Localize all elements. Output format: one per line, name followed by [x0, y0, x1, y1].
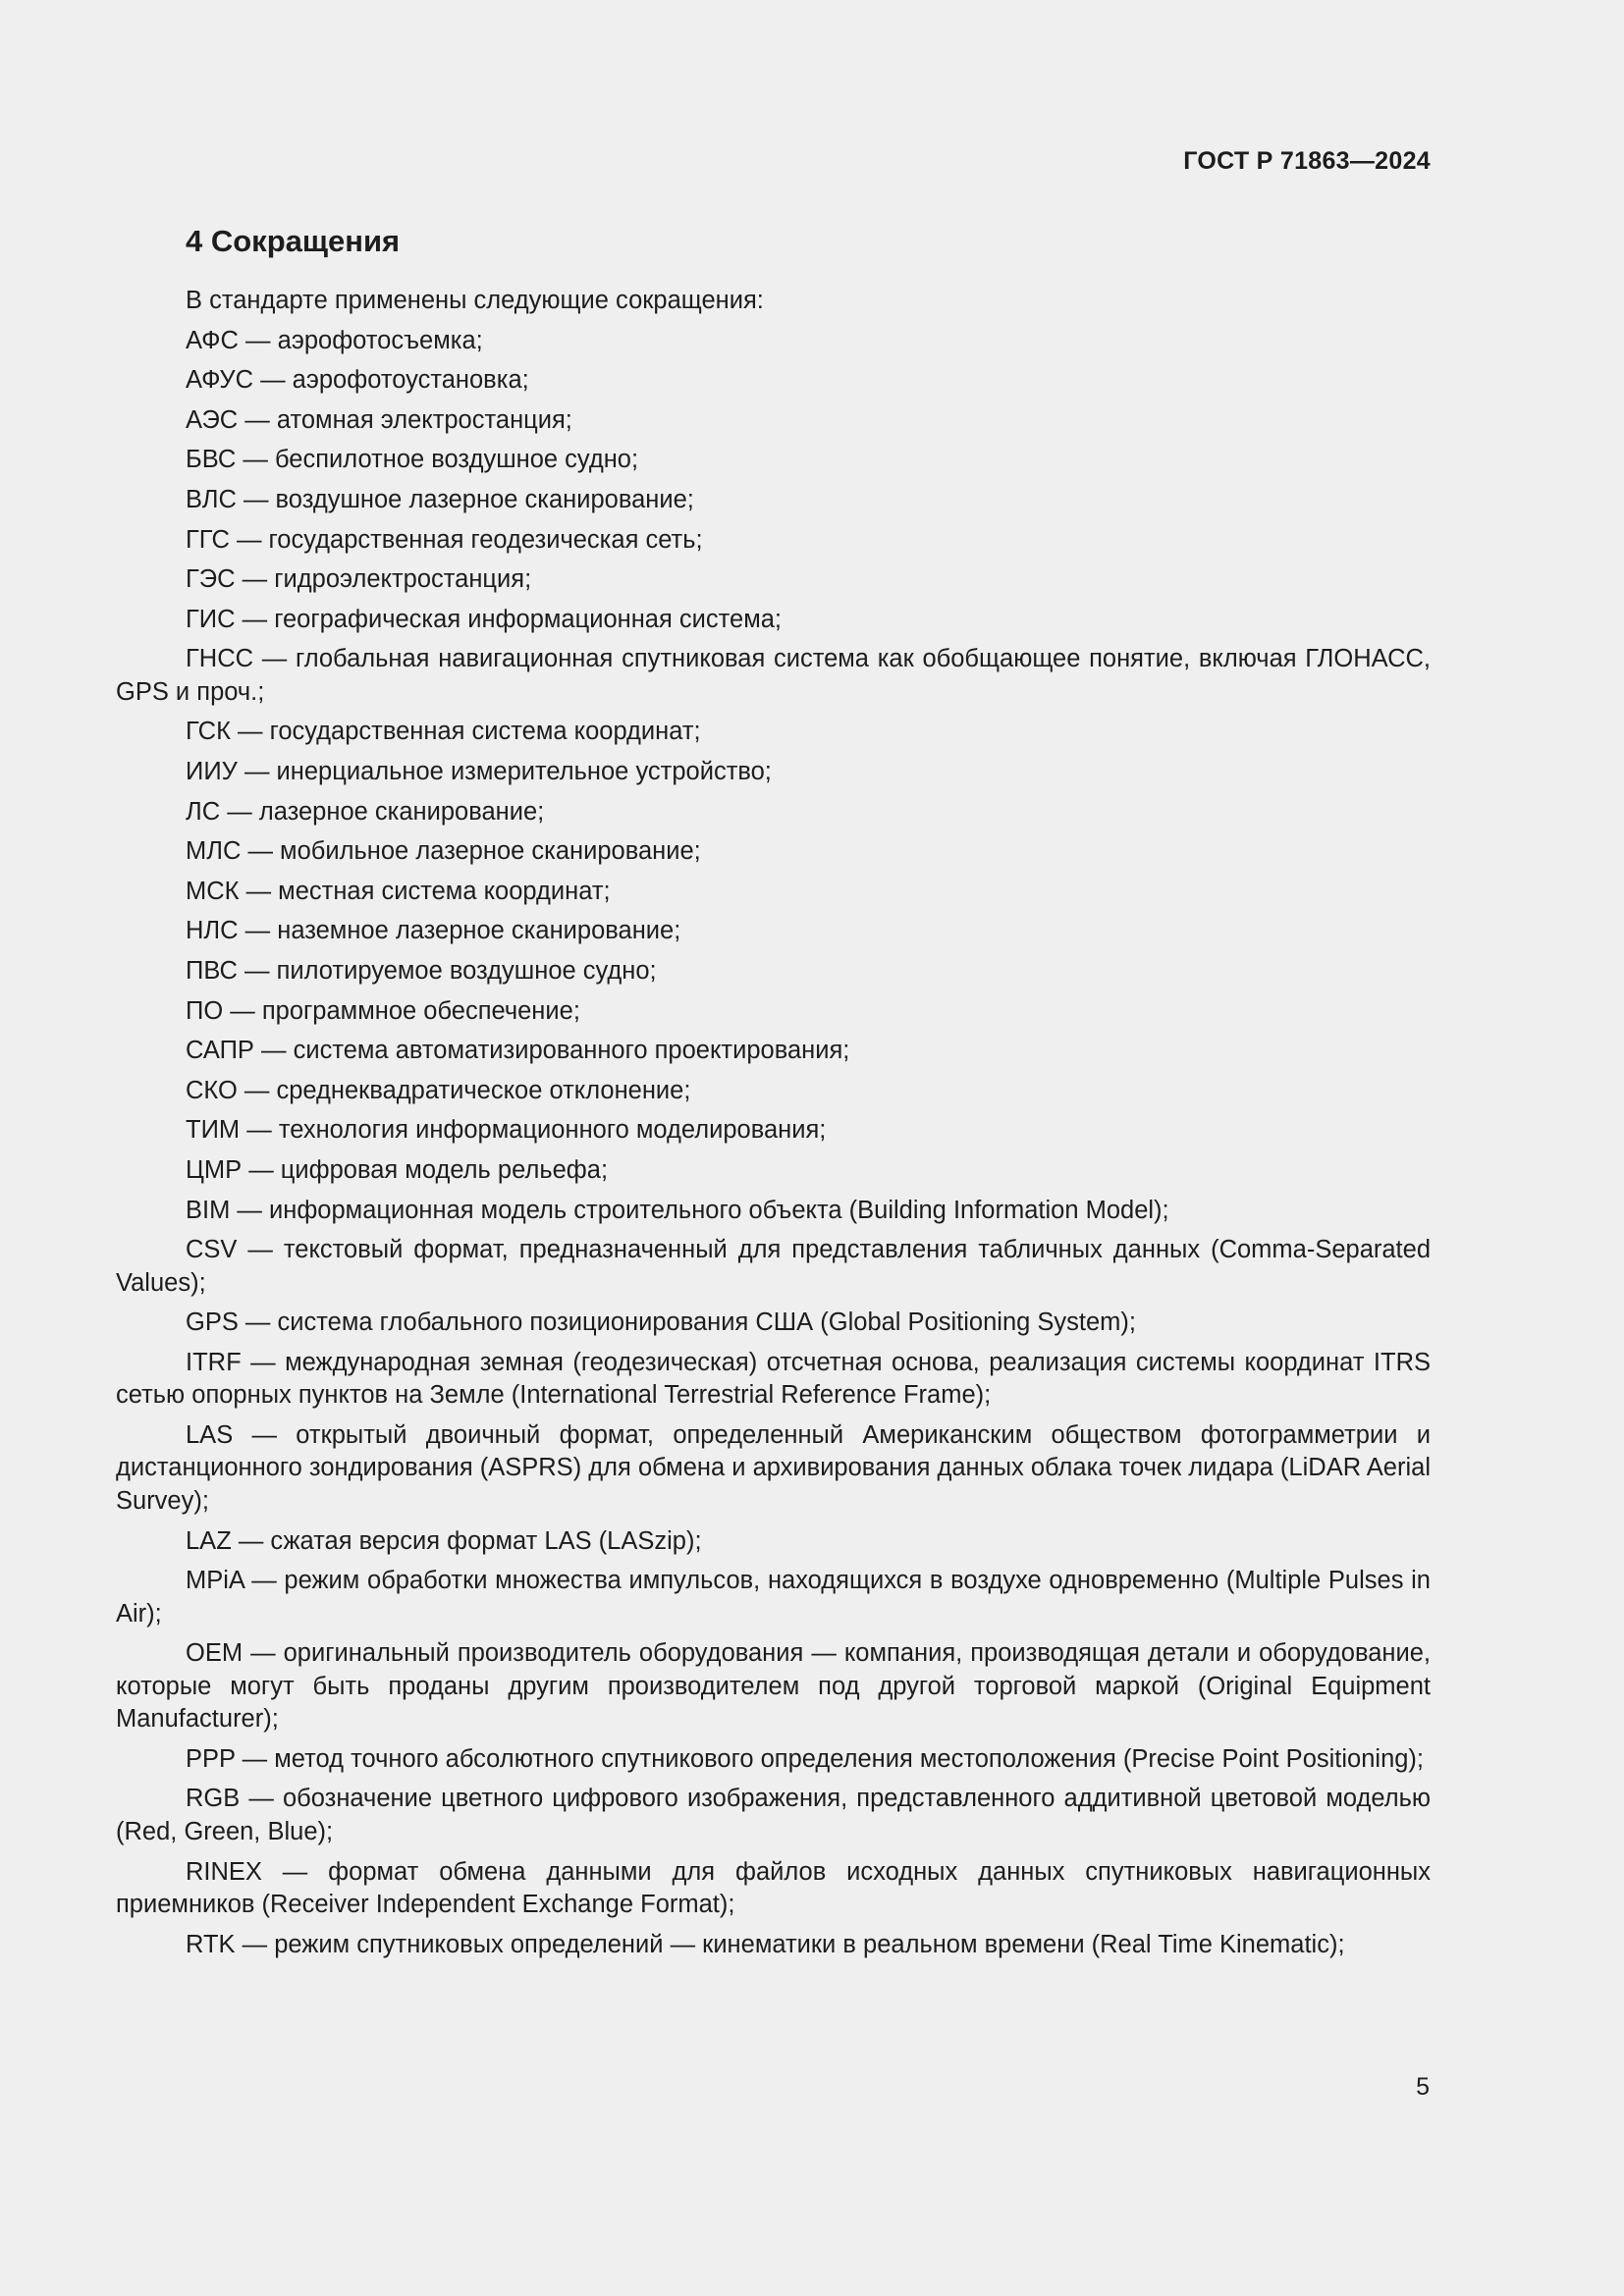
abbreviation-item: RGB — обозначение цветного цифрового изображения, представленного аддитивной цветовой моделью (Red, Green, Blue); [116, 1785, 1431, 1845]
abbreviation-item: НЛС — наземное лазерное сканирование; [186, 917, 681, 945]
abbreviation-item: ГНСС — глобальная навигационная спутниковая система как обобщающее понятие, включая ГЛОНАСС, GPS и проч.; [116, 645, 1431, 706]
abbreviation-item: САПР — система автоматизированного проектирования; [186, 1037, 850, 1065]
document-code: ГОСТ Р 71863—2024 [1183, 147, 1431, 175]
abbreviations-list [116, 285, 1431, 1968]
abbreviation-item: OEM — оригинальный производитель оборудования — компания, производящая детали и оборудование, которые могут быть проданы другим производителем под другой торговой маркой (Original Equipment Manufacturer); [116, 1639, 1431, 1734]
abbreviation-item: LAS — открытый двоичный формат, определенный Американским обществом фотограмметрии и дистанционного зондирования (ASPRS) для обмена и архивирования данных облака точек лидара (LiDAR Aerial Survey); [116, 1420, 1431, 1515]
abbreviation-item: ПО — программное обеспечение; [186, 996, 580, 1025]
abbreviation-item: BIM — информационная модель строительного объекта (Building Information Model); [186, 1196, 1169, 1224]
abbreviation-item: ВЛС — воздушное лазерное сканирование; [186, 485, 694, 513]
abbreviation-item: ИИУ — инерциальное измерительное устройство; [186, 758, 772, 786]
abbreviation-item: АФУС — аэрофотоустановка; [186, 366, 529, 395]
abbreviation-item: RTK — режим спутниковых определений — кинематики в реальном времени (Real Time Kinematic); [186, 1930, 1345, 1958]
abbreviation-item: МСК — местная система координат; [186, 877, 611, 905]
abbreviation-item: ЛС — лазерное сканирование; [186, 797, 545, 826]
abbreviation-item: ТИМ — технология информационного моделирования; [186, 1116, 827, 1145]
abbreviation-item: АЭС — атомная электростанция; [186, 405, 572, 434]
abbreviation-item: МЛС — мобильное лазерное сканирование; [186, 837, 701, 866]
abbreviation-item: БВС — беспилотное воздушное судно; [186, 446, 639, 474]
abbreviation-item: ГЭС — гидроэлектростанция; [186, 565, 532, 594]
abbreviation-item: GPS — система глобального позиционирования США (Global Positioning System); [186, 1308, 1136, 1337]
abbreviation-item: LAZ — сжатая версия формат LAS (LASzip); [186, 1526, 702, 1555]
abbreviation-item: АФС — аэрофотосъемка; [186, 326, 483, 354]
abbreviation-item: ГСК — государственная система координат; [186, 718, 701, 746]
abbreviation-item: ГИС — географическая информационная система; [186, 605, 782, 633]
abbreviation-item: СКО — среднеквадратическое отклонение; [186, 1076, 691, 1104]
section-title: 4 Сокращения [186, 224, 401, 258]
section-intro: В стандарте применены следующие сокращения: [186, 287, 764, 314]
abbreviation-item: MPiA — режим обработки множества импульсов, находящихся в воздухе одновременно (Multiple Pulses in Air); [116, 1567, 1431, 1628]
abbreviation-item: ЦМР — цифровая модель рельефа; [186, 1155, 609, 1184]
abbreviation-item: ITRF — международная земная (геодезическая) отсчетная основа, реализация системы координат ITRS сетью опорных пунктов на Земле (International Terrestrial Reference Frame); [116, 1348, 1431, 1410]
abbreviation-item: ПВС — пилотируемое воздушное судно; [186, 957, 657, 985]
abbreviation-item: RINEX — формат обмена данными для файлов исходных данных спутниковых навигационных приемников (Receiver Independent Exchange Format); [116, 1857, 1431, 1918]
page-number: 5 [1416, 2073, 1430, 2101]
abbreviation-item: CSV — текстовый формат, предназначенный для представления табличных данных (Comma-Separated Values); [116, 1236, 1431, 1297]
abbreviation-item: ГГС — государственная геодезическая сеть; [186, 525, 703, 554]
abbreviation-item: PPP — метод точного абсолютного спутникового определения местоположения (Precise Point Positioning); [186, 1744, 1425, 1773]
